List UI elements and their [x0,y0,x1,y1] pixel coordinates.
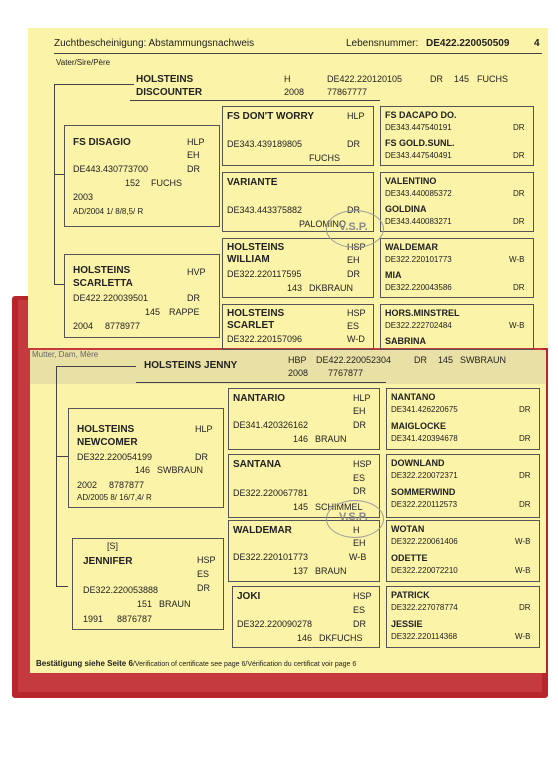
dam-digits: 7767877 [328,368,364,378]
sire-g4-7-number: DE322.222702484 [385,321,452,330]
sire-dam-digits: 8778977 [105,321,141,331]
ss-sire-name: FS DON'T WORRY [227,111,315,122]
sire-g4-1-name: FS DACAPO DO. [385,110,457,120]
dam-g4-6-number: DE322.220072210 [391,566,458,575]
sire-g4-6-number: DE322.220043586 [385,283,452,292]
dam-label: Mutter, Dam, Mère [32,350,99,359]
sire-g4-1-number: DE343.447540191 [385,123,452,132]
sd-sire-size: 143 [287,283,303,293]
dd-dam-size: 146 [297,633,313,643]
dd-sire-number: DE322.220101773 [233,552,309,562]
dam-dam-year: 1991 [83,614,104,624]
ds-dam-color: SCHIMMEL [315,502,363,512]
connector [56,456,68,457]
sire-g4-6-grade: DR [513,283,525,292]
dam-number: DE422.220052304 [316,355,392,365]
life-number: DE422.220050509 [426,38,510,49]
dam-g4-7-grade: DR [519,603,531,612]
connector [54,174,64,175]
sire-g4-pair-2 [380,172,534,232]
dam-g4-4-name: SOMMERWIND [391,487,456,497]
sire-g4-4-grade: DR [513,217,525,226]
sire-dam-grade: DR [187,293,200,303]
sire-dam-year: 2004 [73,321,94,331]
dd-dam-code1: HSP [353,591,372,601]
sire-g4-5-name: WALDEMAR [385,242,438,252]
dam-g4-7-name: PATRICK [391,590,430,600]
sire-g4-4-name: GOLDINA [385,204,427,214]
sire-g4-3-number: DE343.440085372 [385,189,452,198]
sd-sire-number: DE322.220117595 [227,269,302,279]
sire-sire-box [64,125,220,227]
connector [56,366,57,586]
sire-sire-size: 152 [125,178,141,188]
ds-dam-name: SANTANA [233,459,282,470]
dam-g4-1-grade: DR [519,405,531,414]
dam-g4-7-number: DE322.227078774 [391,603,458,612]
ds-dam-size: 145 [293,502,309,512]
sd-sire-code2: EH [347,255,360,265]
ds-sire-code2: EH [353,406,366,416]
life-number-label: Lebensnummer: [346,38,419,49]
sire-g4-7-name: HORS.MINSTREL [385,308,460,318]
page-number: 4 [534,38,540,49]
sire-g4-2-grade: DR [513,151,525,160]
dam-g4-8-number: DE322.220114368 [391,632,458,641]
sire-g4-4-number: DE343.440083271 [385,217,452,226]
ds-sire-box [228,388,380,450]
dam-dam-code1: HSP [197,555,216,565]
sd-dam-name-2: SCARLET [227,320,275,331]
ds-dam-number: DE322.220067781 [233,488,309,498]
sd-dam-code1: HSP [347,308,366,318]
dam-code: HBP [288,355,307,365]
dam-g4-pair-3 [386,520,540,582]
sire-dam-name-1: HOLSTEINS [73,265,131,276]
sire-number: DE422.220120105 [327,74,403,84]
ss-sire-color: FUCHS [309,153,340,163]
dam-g4-2-number: DE341.420394678 [391,434,458,443]
dam-sire-digits: 8787877 [109,480,145,490]
dam-g4-pair-4 [386,586,540,648]
sd-dam-number: DE322.220157096 [227,334,303,344]
sire-dam-code: HVP [187,267,206,277]
sire-name-2: DISCOUNTER [136,87,203,98]
sire-grade: DR [430,74,443,84]
dam-dam-code2: ES [197,569,210,579]
sire-g4-3-grade: DR [513,189,525,198]
dd-dam-grade: DR [353,619,366,629]
connector [54,84,55,284]
sire-year: 2008 [284,87,305,97]
footer-small: /Verification of certificate see page 6/Vérification du certificat voir page 6 [132,661,357,668]
sire-g4-2-number: DE343.447540491 [385,151,452,160]
dam-sire-performance: AD/2005 8/ 16/7,4/ R [77,493,152,502]
dd-dam-name: JOKI [237,591,261,602]
dam-g4-5-name: WOTAN [391,524,425,534]
ss-dam-name: VARIANTE [227,177,278,188]
dam-color: SWBRAUN [460,355,507,365]
ss-sire-code: HLP [347,111,365,121]
dam-g4-3-name: DOWNLAND [391,458,445,468]
dam-size: 145 [438,355,454,365]
sire-sire-name: FS DISAGIO [73,137,131,148]
ds-sire-grade: DR [353,420,366,430]
dam-dam-grade: DR [197,583,210,593]
dd-sire-size: 137 [293,566,309,576]
sire-underline [130,100,380,101]
dam-dam-size: 151 [137,599,153,609]
sire-g4-3-name: VALENTINO [385,176,437,186]
sire-g4-pair-4 [380,304,534,350]
connector [54,84,134,85]
dam-dam-name: JENNIFER [83,556,133,567]
dd-dam-color: DKFUCHS [319,633,363,643]
sire-name-1: HOLSTEINS [136,74,194,85]
dd-dam-code2: ES [353,605,366,615]
sire-sire-code2: EH [187,150,200,160]
sire-g4-pair-1 [380,106,534,166]
ds-sire-code1: HLP [353,393,371,403]
vsp-stamp [326,210,384,248]
ds-dam-code1: HSP [353,459,372,469]
dam-sire-year: 2002 [77,480,98,490]
sire-label: Vater/Sire/Père [56,58,111,67]
dam-underline [136,382,386,383]
sire-digits: 77867777 [327,87,368,97]
sd-dam-grade: W-D [347,334,365,344]
dam-sire-name-1: HOLSTEINS [77,424,135,435]
sire-sire-performance: AD/2004 1/ 8/8,5/ R [73,207,144,216]
sire-dam-number: DE422.220039501 [73,293,149,303]
dd-sire-name: WALDEMAR [233,525,292,536]
dam-entry [136,354,544,382]
sire-dam-color: RAPPE [169,307,200,317]
sire-g4-8-name: SABRINA [385,336,427,346]
ds-dam-grade: DR [353,486,366,496]
sd-dam-box [222,304,374,350]
dam-dam-digits: 8876787 [117,614,153,624]
vsp-stamp-text: V.S.P. [339,511,368,523]
sire-g4-pair-3 [380,238,534,298]
dam-dam-color: BRAUN [159,599,191,609]
dam-g4-pair-2 [386,454,540,518]
ds-sire-size: 146 [293,434,309,444]
ds-sire-number: DE341.420326162 [233,420,309,430]
dam-g4-1-number: DE341.426220675 [391,405,458,414]
sire-dam-box [64,254,220,338]
connector [56,366,136,367]
sd-sire-name-1: HOLSTEINS [227,242,285,253]
dam-sire-number: DE322.220054199 [77,452,153,462]
sire-dam-size: 145 [145,307,161,317]
dam-g4-4-number: DE322.220112573 [391,500,458,509]
sire-sire-color: FUCHS [151,178,182,188]
ss-dam-grade: DR [347,205,360,215]
dam-dam-mark: [S] [107,541,119,551]
dd-sire-grade: W-B [349,552,367,562]
dam-sire-color: SWBRAUN [157,465,204,475]
sire-g4-5-number: DE322.220101773 [385,255,452,264]
dam-g4-pair-1 [386,388,540,450]
ss-sire-box [222,106,374,166]
sd-dam-name-1: HOLSTEINS [227,308,285,319]
dam-g4-4-grade: DR [519,500,531,509]
ds-sire-color: BRAUN [315,434,347,444]
dam-grade: DR [414,355,427,365]
ss-sire-number: DE343.439189805 [227,139,303,149]
sd-sire-code1: HSP [347,242,366,252]
dam-g4-6-name: ODETTE [391,553,428,563]
ss-sire-grade: DR [347,139,360,149]
ds-sire-name: NANTARIO [233,393,286,404]
dam-dam-box [72,538,224,630]
dam-g4-5-grade: W-B [515,537,531,546]
sire-g4-5-grade: W-B [509,255,525,264]
sire-g4-1-grade: DR [513,123,525,132]
dam-g4-8-name: JESSIE [391,619,423,629]
sd-dam-code2: ES [347,321,360,331]
dam-g4-5-number: DE322.220061406 [391,537,458,546]
vsp-stamp-text: V.S.P. [339,221,368,233]
dam-year: 2008 [288,368,309,378]
ss-dam-number: DE343.443375882 [227,205,303,215]
header-rule [54,53,542,54]
dam-dam-number: DE322.220053888 [83,585,159,595]
sire-sire-grade: DR [187,164,200,174]
ss-dam-color: PALOMINO [299,219,346,229]
sire-sire-number: DE443.430773700 [73,164,149,174]
dam-sire-code: HLP [195,424,213,434]
dam-g4-3-grade: DR [519,471,531,480]
sd-sire-color: DKBRAUN [309,283,354,293]
sire-color: FUCHS [477,74,508,84]
connector [54,284,64,285]
dam-g4-6-grade: W-B [515,566,531,575]
sire-sire-year: 2003 [73,192,94,202]
dd-sire-code2: EH [353,538,366,548]
dam-name: HOLSTEINS JENNY [144,360,238,371]
dam-sire-name-2: NEWCOMER [77,437,138,448]
dam-g4-2-grade: DR [519,434,531,443]
dd-dam-number: DE322.220090278 [237,619,313,629]
sd-sire-name-2: WILLIAM [227,254,270,265]
dd-dam-box [232,586,380,648]
sire-code: H [284,74,291,84]
sire-dam-name-2: SCARLETTA [73,278,133,289]
sire-g4-6-name: MIA [385,270,402,280]
dd-sire-color: BRAUN [315,566,347,576]
dam-g4-1-name: NANTANO [391,392,436,402]
dam-g4-2-name: MAIGLOCKE [391,421,446,431]
footer-bold: Bestätigung siehe Seite 6 [36,659,133,668]
dam-sire-grade: DR [195,452,208,462]
sire-g4-7-grade: W-B [509,321,525,330]
dam-g4-3-number: DE322.220072371 [391,471,458,480]
sire-sire-code1: HLP [187,137,205,147]
dam-sire-size: 146 [135,465,151,475]
certificate-title: Zuchtbescheinigung: Abstammungsnachweis [54,38,255,49]
ds-dam-code2: ES [353,473,366,483]
sire-g4-2-name: FS GOLD.SUNL. [385,138,455,148]
sd-sire-grade: DR [347,269,360,279]
sire-size: 145 [454,74,470,84]
dd-sire-code1: H [353,525,360,535]
dam-g4-8-grade: W-B [515,632,531,641]
vsp-stamp [326,500,384,538]
dam-sire-box [68,408,224,508]
footer-note [36,659,356,668]
connector [56,586,68,587]
